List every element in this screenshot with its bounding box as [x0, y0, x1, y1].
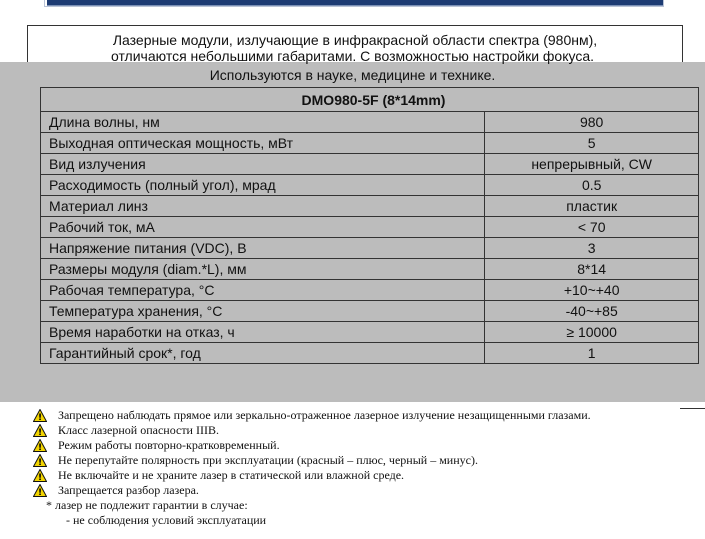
warning-text: Запрещается разбор лазера.: [58, 483, 199, 497]
spec-row: [41, 154, 699, 175]
spec-row: [41, 112, 699, 133]
spec-row: [41, 217, 699, 238]
spec-value: 980: [485, 112, 699, 133]
warning-item: [30, 453, 700, 468]
warning-item: [30, 468, 700, 483]
svg-text:!: !: [37, 413, 43, 422]
spec-label: Выходная оптическая мощность, мВт: [41, 133, 485, 154]
spec-row: [41, 133, 699, 154]
spec-value: 3: [485, 238, 699, 259]
spec-label: Длина волны, нм: [41, 112, 485, 133]
model-name: DMO980-5F (8*14mm): [41, 88, 699, 112]
spec-value: ≥ 10000: [485, 322, 699, 343]
warning-icon: [33, 424, 47, 437]
top-banner: [47, 0, 663, 6]
warning-icon: [33, 454, 47, 467]
warning-icon: [33, 469, 47, 482]
spec-value: 1: [485, 343, 699, 364]
intro-line-2: отличаются небольшими габаритами. С возможностью настройки фокуса.: [110, 48, 595, 64]
spec-label: Рабочий ток, мА: [41, 217, 485, 238]
spec-label: Вид излучения: [41, 154, 485, 175]
warning-text: Не перепутайте полярность при эксплуатации (красный – плюс, черный – минус).: [58, 453, 478, 467]
intro-line-3: Используются в науке, медицине и технике.: [209, 67, 496, 83]
spec-row: [41, 259, 699, 280]
spec-label: Гарантийный срок*, год: [41, 343, 485, 364]
svg-text:!: !: [37, 458, 43, 467]
spec-row: [41, 238, 699, 259]
footnote-item: - не соблюдения условий эксплуатации: [66, 513, 267, 527]
spec-label: Рабочая температура, °С: [41, 280, 485, 301]
svg-text:!: !: [37, 473, 43, 482]
warning-text: Не включайте и не храните лазер в статической или влажной среде.: [58, 468, 405, 482]
svg-text:!: !: [37, 488, 43, 497]
model-row: [41, 88, 699, 112]
spec-row: [41, 301, 699, 322]
spec-table: [40, 87, 699, 364]
spec-value: непрерывный, CW: [485, 154, 699, 175]
spec-row: [41, 196, 699, 217]
spec-value: 8*14: [485, 259, 699, 280]
warning-icon: [33, 409, 47, 422]
spec-value: < 70: [485, 217, 699, 238]
warning-item: [30, 423, 700, 438]
spec-value: 5: [485, 133, 699, 154]
notes-section: [30, 408, 700, 528]
warning-text: Режим работы повторно-кратковременный.: [58, 438, 280, 452]
intro-line-1: Лазерные модули, излучающие в инфракрасной области спектра (980нм),: [112, 32, 598, 48]
spec-value: +10~+40: [485, 280, 699, 301]
warning-text: Класс лазерной опасности IIIB.: [58, 423, 219, 437]
spec-row: [41, 280, 699, 301]
spec-label: Температура хранения, °С: [41, 301, 485, 322]
warning-item: [30, 483, 700, 498]
spec-row: [41, 343, 699, 364]
spec-value: 0.5: [485, 175, 699, 196]
spec-label: Размеры модуля (diam.*L), мм: [41, 259, 485, 280]
footnote: * лазер не подлежит гарантии в случае:: [46, 498, 248, 512]
warning-item: [30, 438, 700, 453]
svg-text:!: !: [37, 428, 43, 437]
warning-icon: [33, 484, 47, 497]
warning-list: [30, 408, 700, 498]
warning-text: Запрещено наблюдать прямое или зеркально-отраженное лазерное излучение незащищенными глазами.: [58, 408, 591, 422]
footnote-list: [30, 513, 700, 528]
spec-label: Материал линз: [41, 196, 485, 217]
spec-label: Напряжение питания (VDC), В: [41, 238, 485, 259]
svg-text:!: !: [37, 443, 43, 452]
spec-value: -40~+85: [485, 301, 699, 322]
spec-row: [41, 175, 699, 196]
spec-value: пластик: [485, 196, 699, 217]
spec-label: Расходимость (полный угол), мрад: [41, 175, 485, 196]
spec-row: [41, 322, 699, 343]
spec-label: Время наработки на отказ, ч: [41, 322, 485, 343]
warning-icon: [33, 439, 47, 452]
warning-item: [30, 408, 700, 423]
